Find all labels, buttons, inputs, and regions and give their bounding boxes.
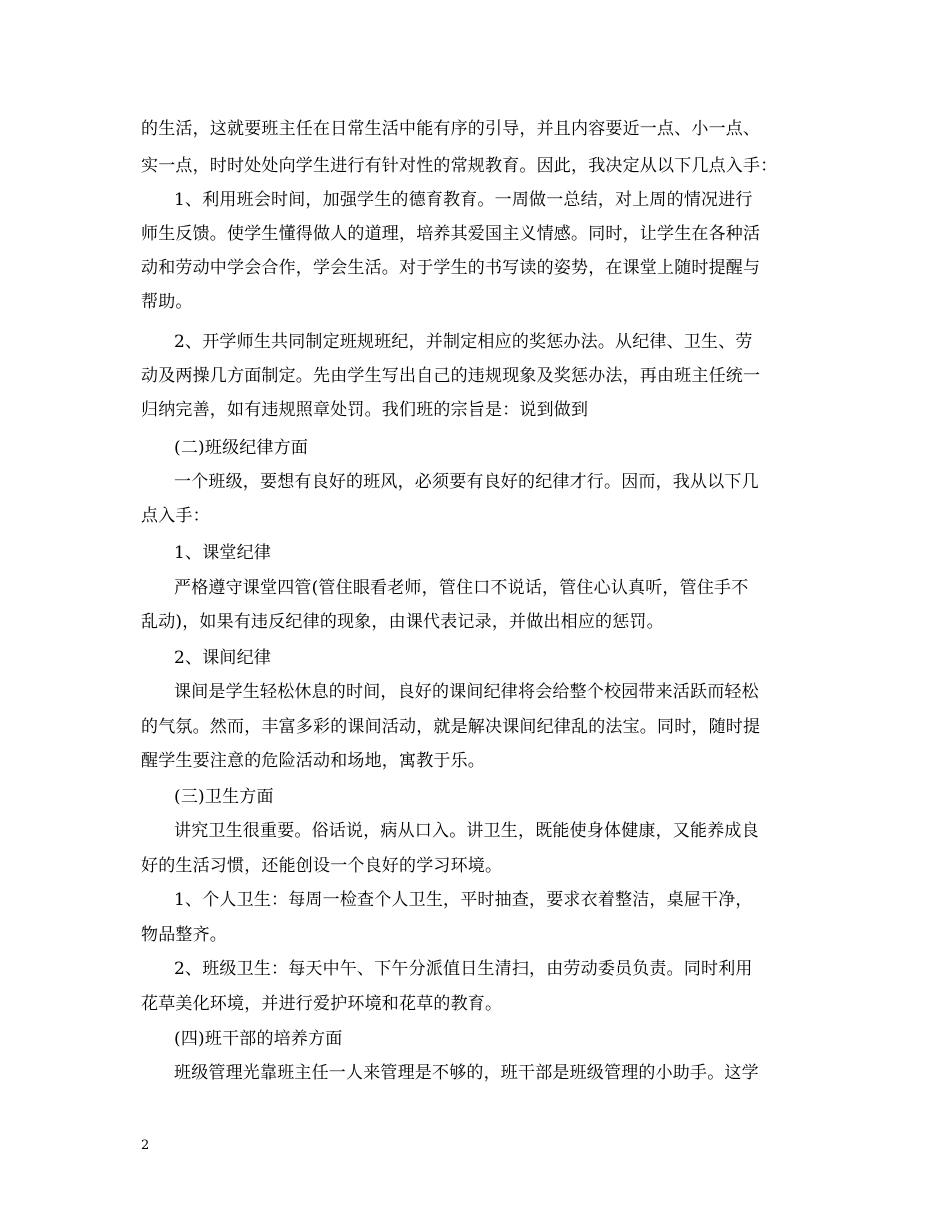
body-text-line: 严格遵守课堂四管(管住眼看老师，管住口不说话，管住心认真听，管住手不 [174,578,749,598]
section-heading: (三)卫生方面 [174,787,274,807]
body-text-line: 师生反馈。使学生懂得做人的道理，培养其爱国主义情感。同时，让学生在各种活 [141,224,761,244]
body-text-line: 的气氛。然而，丰富多彩的课间活动，就是解决课间纪律乱的法宝。同时，随时提 [141,717,761,737]
body-text-line: 物品整齐。 [141,925,227,945]
body-text-line: 的生活，这就要班主任在日常生活中能有序的引导，并且内容要近一点、小一点、 [141,119,761,139]
page-number: 2 [141,1138,150,1153]
body-text-line: 讲究卫生很重要。俗话说，病从口入。讲卫生，既能使身体健康，又能养成良 [174,821,759,841]
body-text-line: 醒学生要注意的危险活动和场地，寓教于乐。 [141,751,485,771]
body-text-line: 帮助。 [141,292,193,312]
body-text-line: 动和劳动中学会合作，学会生活。对于学生的书写读的姿势，在课堂上随时提醒与 [141,258,761,278]
body-text-line: 2、开学师生共同制定班规班纪，并制定相应的奖惩办法。从纪律、卫生、劳 [174,332,753,352]
subsection-heading: 2、课间纪律 [174,648,272,668]
body-text-line: 班级管理光靠班主任一人来管理是不够的，班干部是班级管理的小助手。这学 [174,1063,759,1083]
section-heading: (二)班级纪律方面 [174,438,309,458]
body-text-line: 一个班级，要想有良好的班风，必须要有良好的纪律才行。因而，我从以下几 [174,472,759,492]
body-text-line: 1、个人卫生：每周一检查个人卫生，平时抽查，要求衣着整洁，桌屉干净， [174,890,753,910]
body-text-line: 花草美化环境，并进行爱护环境和花草的教育。 [141,994,503,1014]
body-text-line: 好的生活习惯，还能创设一个良好的学习环境。 [141,856,503,876]
body-text-line: 2、班级卫生：每天中午、下午分派值日生清扫，由劳动委员负责。同时利用 [174,959,753,979]
body-text-line: 动及两操几方面制定。先由学生写出自己的违规现象及奖惩办法，再由班主任统一 [141,366,761,386]
body-text-line: 乱动)，如果有违反纪律的现象，由课代表记录，并做出相应的惩罚。 [141,612,664,632]
section-heading: (四)班干部的培养方面 [174,1029,343,1049]
body-text-line: 实一点，时时处处向学生进行有针对性的常规教育。因此，我决定从以下几点入手： [141,156,778,176]
body-text-line: 1、利用班会时间，加强学生的德育教育。一周做一总结，对上周的情况进行 [174,190,753,210]
body-text-line: 归纳完善，如有违规照章处罚。我们班的宗旨是：说到做到 [141,400,589,420]
body-text-line: 点入手： [141,506,210,526]
body-text-line: 课间是学生轻松休息的时间，良好的课间纪律将会给整个校园带来活跃而轻松 [174,682,759,702]
subsection-heading: 1、课堂纪律 [174,543,272,563]
